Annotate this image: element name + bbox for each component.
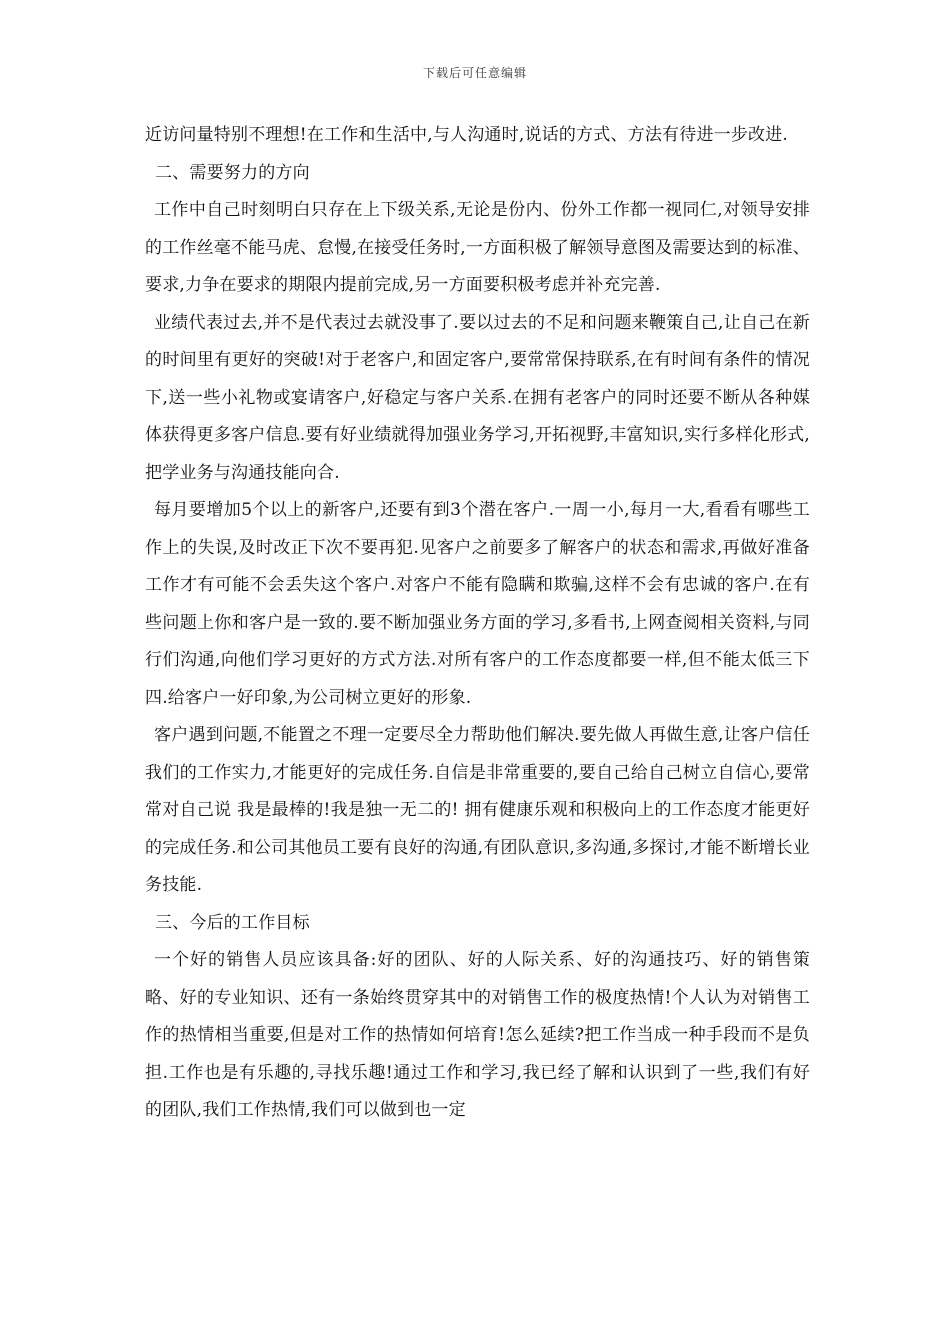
- paragraph-continuation: 近访问量特别不理想!在工作和生活中,与人沟通时,说话的方式、方法有待进一步改进.: [145, 125, 789, 145]
- page-header: 下载后可任意编辑: [422, 66, 527, 80]
- paragraph-performance: 业绩代表过去,并不是代表过去就没事了.要以过去的不足和问题来鞭策自己,让自己在新的时间里有更好的突破!对于老客户,和固定客户,要常常保持联系,在有时间有条件的情况下,送一些小礼物或宴请客户,好稳定与客户关系.在拥有老客户的同时还要不断从各种媒体获得更多客户信息.要有好业绩就得加强业务学习,开拓视野,丰富知识,实行多样化形式,把学业务与沟通技能向合.: [145, 312, 810, 483]
- paragraph-work-attitude: 工作中自己时刻明白只存在上下级关系,无论是份内、份外工作都一视同仁,对领导安排的工作丝毫不能马虎、怠慢,在接受任务时,一方面积极了解领导意图及需要达到的标准、要求,力争在要求的期限内提前完成,另一方面要积极考虑并补充完善.: [145, 200, 810, 295]
- section-heading-direction: 二、需要努力的方向: [155, 162, 310, 183]
- paragraph-new-customers: 每月要增加5个以上的新客户,还要有到3个潜在客户.一周一小,每月一大,看看有哪些工作上的失误,及时改正下次不要再犯.见客户之前要多了解客户的状态和需求,再做好准备工作才有可能不会丢失这个客户.对客户不能有隐瞒和欺骗,这样不会有忠诚的客户.在有些问题上你和客户是一致的.要不断加强业务方面的学习,多看书,上网查阅相关资料,与同行们沟通,向他们学习更好的方式方法.对所有客户的工作态度都要一样,但不能太低三下四.给客户一好印象,为公司树立更好的形象.: [145, 500, 810, 708]
- paragraph-customer-problems: 客户遇到问题,不能置之不理一定要尽全力帮助他们解决.要先做人再做生意,让客户信任我们的工作实力,才能更好的完成任务.自信是非常重要的,要自己给自己树立自信心,要常常对自己说 我是最棒的!我是独一无二的! 拥有健康乐观和积极向上的工作态度才能更好的完成任务.和公司其他员工要有良好的沟通,有团队意识,多沟通,多探讨,才能不断增长业务技能.: [145, 725, 810, 895]
- document-body: [145, 117, 810, 1130]
- paragraph-sales-person: 一个好的销售人员应该具备:好的团队、好的人际关系、好的沟通技巧、好的销售策略、好的专业知识、还有一条始终贯穿其中的对销售工作的极度热情!个人认为对销售工作的热情相当重要,但是对工作的热情如何培育!怎么延续?把工作当成一种手段而不是负担.工作也是有乐趣的,寻找乐趣!通过工作和学习,我已经了解和认识到了一些,我们有好的团队,我们工作热情,我们可以做到也一定: [145, 950, 810, 1120]
- section-heading-goals: 三、今后的工作目标: [155, 912, 310, 933]
